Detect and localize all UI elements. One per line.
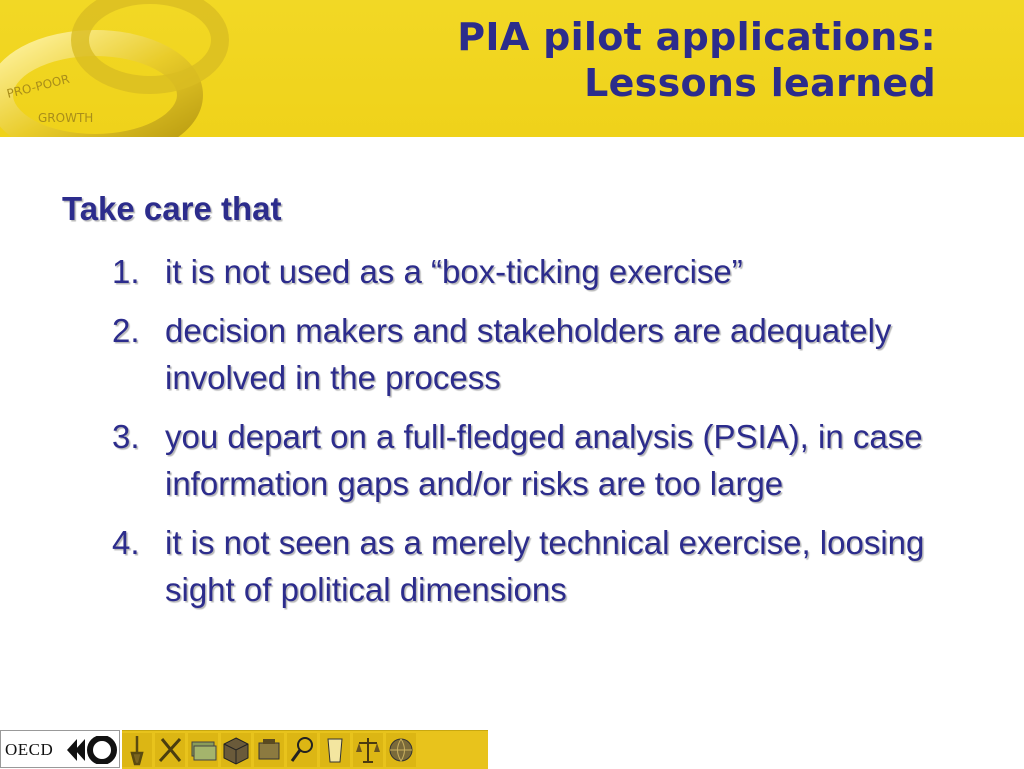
pro-poor-growth-bracelet-image (0, 0, 240, 137)
list-item-number: 1. (112, 253, 140, 290)
list-item-text: you depart on a full-fledged analysis (PSIA), in case information gaps and/or risks are too large (165, 418, 923, 502)
oecd-mark-icon (65, 736, 117, 764)
glass-icon (320, 733, 350, 767)
list-item (112, 307, 972, 401)
title-line-1: PIA pilot applications: (457, 15, 936, 59)
scales-icon (353, 733, 383, 767)
slide-footer (0, 730, 1024, 768)
oecd-logo-text: OECD (5, 740, 54, 759)
banknotes-icon (188, 733, 218, 767)
list-item-text: it is not seen as a merely technical exercise, loosing sight of political dimensions (165, 524, 925, 608)
slide-title (236, 14, 936, 106)
oecd-logo (0, 730, 120, 768)
list-item-number: 4. (112, 524, 140, 561)
footer-icon-strip (122, 730, 488, 769)
list-item-number: 2. (112, 312, 140, 349)
list-item (112, 248, 972, 295)
tools-icon (155, 733, 185, 767)
list-item (112, 413, 972, 507)
lead-text: Take care that (62, 190, 282, 227)
slide-header (0, 0, 1024, 137)
lessons-list (112, 248, 972, 625)
list-item-text: decision makers and stakeholders are adequately involved in the process (165, 312, 892, 396)
list-item-number: 3. (112, 418, 140, 455)
shovel-icon (122, 733, 152, 767)
list-item-text: it is not used as a “box-ticking exercise” (165, 253, 743, 290)
title-line-2: Lessons learned (584, 61, 936, 105)
equipment-icon (254, 733, 284, 767)
cube-icon (221, 733, 251, 767)
list-item (112, 519, 972, 613)
globe-icon (386, 733, 416, 767)
magnifier-icon (287, 733, 317, 767)
svg-text:PRO-POOR: PRO-POOR (5, 71, 71, 101)
svg-text:GROWTH: GROWTH (38, 111, 94, 125)
